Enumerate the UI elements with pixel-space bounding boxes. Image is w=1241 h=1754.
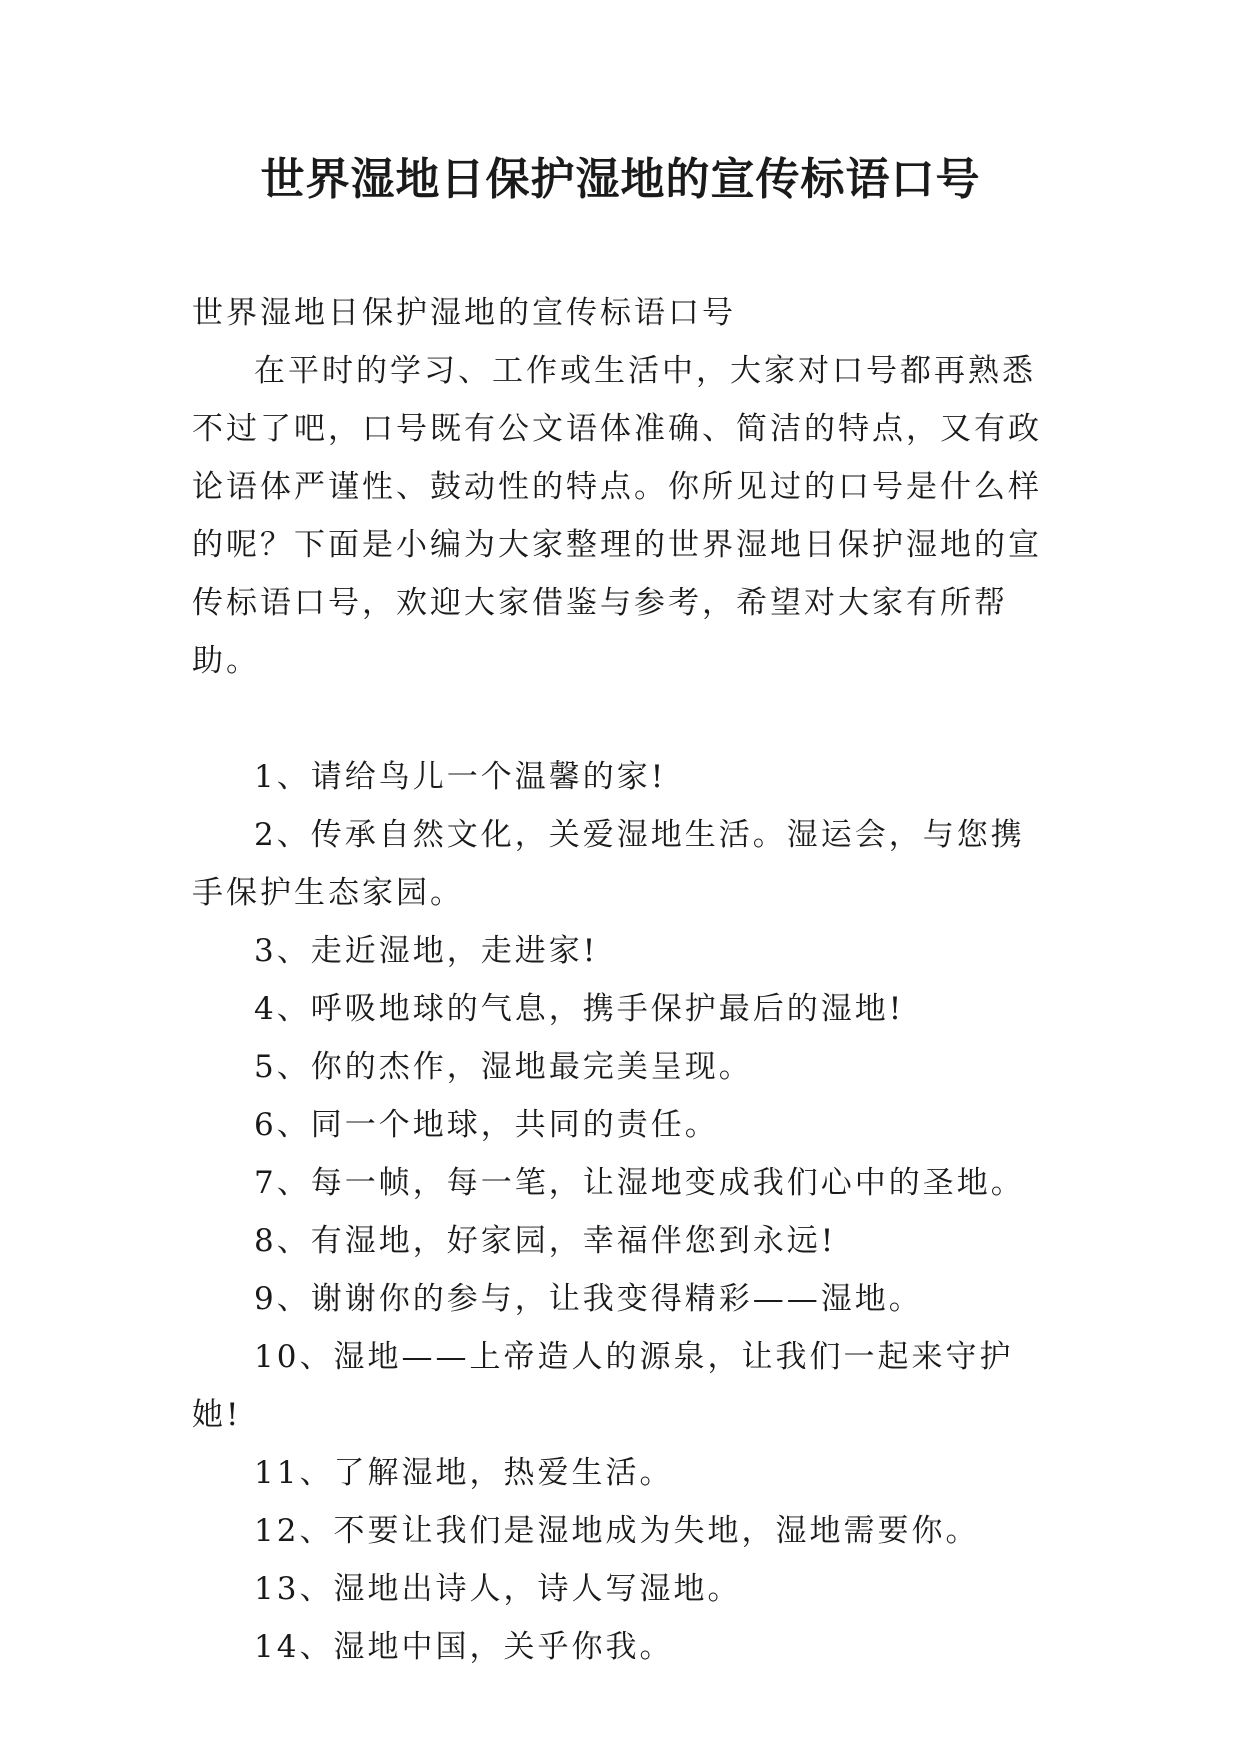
document-title: 世界湿地日保护湿地的宣传标语口号 bbox=[260, 154, 981, 205]
slogan-item: 10、湿地——上帝造人的源泉，让我们一起来守护她! bbox=[192, 1339, 1014, 1433]
document-body bbox=[192, 284, 1052, 1676]
slogan-item: 4、呼吸地球的气息，携手保护最后的湿地! bbox=[254, 991, 905, 1027]
slogan-item: 3、走近湿地，走进家! bbox=[254, 933, 599, 969]
slogan-item: 7、每一帧，每一笔，让湿地变成我们心中的圣地。 bbox=[254, 1165, 1025, 1201]
slogan-item: 11、了解湿地，热爱生活。 bbox=[254, 1455, 674, 1491]
slogan-item: 1、请给鸟儿一个温馨的家! bbox=[254, 759, 667, 795]
intro-paragraph: 在平时的学习、工作或生活中，大家对口号都再熟悉不过了吧，口号既有公文语体准确、简洁的特点，又有政论语体严谨性、鼓动性的特点。你所见过的口号是什么样的呢？下面是小编为大家整理的世界湿地日保护湿地的宣传标语口号，欢迎大家借鉴与参考，希望对大家有所帮助。 bbox=[192, 353, 1042, 679]
document-subtitle: 世界湿地日保护湿地的宣传标语口号 bbox=[192, 295, 736, 331]
slogan-item: 14、湿地中国，关乎你我。 bbox=[254, 1629, 674, 1665]
slogan-item: 9、谢谢你的参与，让我变得精彩——湿地。 bbox=[254, 1281, 923, 1317]
slogan-item: 13、湿地出诗人，诗人写湿地。 bbox=[254, 1571, 742, 1607]
slogan-item: 6、同一个地球，共同的责任。 bbox=[254, 1107, 719, 1143]
slogan-item: 2、传承自然文化，关爱湿地生活。湿运会，与您携手保护生态家园。 bbox=[192, 817, 1025, 911]
slogan-item: 8、有湿地，好家园，幸福伴您到永远! bbox=[254, 1223, 837, 1259]
slogan-item: 5、你的杰作，湿地最完美呈现。 bbox=[254, 1049, 753, 1085]
paragraph-spacer bbox=[192, 690, 1052, 748]
slogan-item: 12、不要让我们是湿地成为失地，湿地需要你。 bbox=[254, 1513, 980, 1549]
